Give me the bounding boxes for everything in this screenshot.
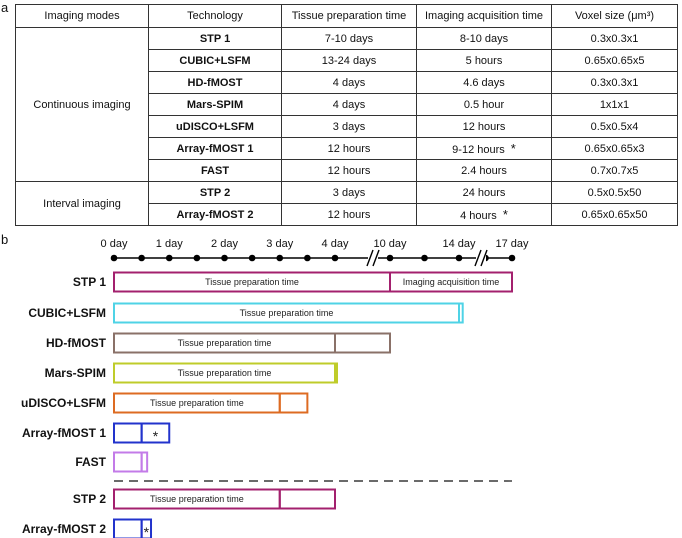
imaging-acq-bar <box>142 453 148 472</box>
header-technology: Technology <box>149 5 282 28</box>
axis-tick-dot <box>276 255 283 262</box>
asterisk-marker: * <box>510 141 516 156</box>
technology-cell: Array-fMOST 2 <box>149 204 282 226</box>
table-header-row <box>16 5 678 28</box>
acq-time-text: 5 hours <box>465 54 503 67</box>
axis-tick-label: 1 day <box>155 238 183 250</box>
timeline-gantt-chart <box>0 228 682 538</box>
acq-time-text: 4 hours <box>460 210 497 222</box>
prep-bar-label: Tissue preparation time <box>150 494 244 504</box>
tissue-prep-cell: 12 hours <box>282 160 417 182</box>
panel-b-label: b <box>1 232 9 247</box>
technology-cell: STP 2 <box>149 182 282 204</box>
acq-time-text: 24 hours <box>462 186 506 199</box>
technology-cell: STP 1 <box>149 28 282 50</box>
voxel-size-cell: 0.65x0.65x5 <box>552 50 678 72</box>
gantt-row-label: STP 2 <box>72 492 106 506</box>
acq-time-text: 9-12 hours <box>452 144 505 156</box>
axis-tick-label: 4 day <box>321 238 349 250</box>
axis-tick-dot <box>166 255 173 262</box>
gantt-row-label: HD-fMOST <box>46 336 106 350</box>
tissue-prep-bar <box>114 520 142 538</box>
tissue-prep-cell: 7-10 days <box>282 28 417 50</box>
gantt-row-label: Array-fMOST 1 <box>21 426 106 440</box>
imaging-acq-bar <box>335 364 337 383</box>
prep-bar-label: Tissue preparation time <box>239 308 334 318</box>
tissue-prep-bar <box>114 453 142 472</box>
tissue-prep-cell: 13-24 days <box>282 50 417 72</box>
gantt-row-label: FAST <box>75 455 106 469</box>
technology-cell: HD-fMOST <box>149 72 282 94</box>
axis-tick-dot <box>111 255 118 262</box>
acq-time-text: 8-10 days <box>459 32 509 45</box>
axis-tick-label: 17 day <box>495 238 529 250</box>
voxel-size-cell: 1x1x1 <box>552 94 678 116</box>
axis-tick-label: 10 day <box>373 238 407 250</box>
acq-time-text: 12 hours <box>462 120 506 133</box>
gantt-row-label: uDISCO+LSFM <box>20 396 106 410</box>
axis-tick-label: 2 day <box>211 238 238 250</box>
technology-cell: CUBIC+LSFM <box>149 50 282 72</box>
axis-tick-label: 3 day <box>266 238 294 250</box>
voxel-size-cell: 0.7x0.7x5 <box>552 160 678 182</box>
axis-minor-dot <box>194 255 201 262</box>
comparison-table <box>15 4 678 226</box>
asterisk-marker: * <box>152 428 159 444</box>
imaging-acq-cell <box>417 28 552 50</box>
prep-bar-label: Tissue preparation time <box>150 398 244 408</box>
technology-cell: FAST <box>149 160 282 182</box>
imaging-acq-bar <box>459 304 463 323</box>
tissue-prep-cell: 4 days <box>282 72 417 94</box>
axis-tick-dot <box>456 255 463 262</box>
header-tissue-prep-time: Tissue preparation time <box>282 5 417 28</box>
voxel-size-cell: 0.3x0.3x1 <box>552 28 678 50</box>
imaging-acq-cell <box>417 116 552 138</box>
gantt-row-label: STP 1 <box>72 275 106 289</box>
axis-tick-dot <box>332 255 339 262</box>
voxel-size-cell: 0.65x0.65x3 <box>552 138 678 160</box>
voxel-size-cell: 0.5x0.5x50 <box>552 182 678 204</box>
table-row <box>16 28 678 50</box>
axis-minor-dot <box>138 255 145 262</box>
tissue-prep-bar <box>114 424 142 443</box>
tissue-prep-cell: 12 hours <box>282 204 417 226</box>
tissue-prep-cell: 12 hours <box>282 138 417 160</box>
axis-tick-label: 0 day <box>100 238 128 250</box>
imaging-acq-cell <box>417 138 552 160</box>
imaging-acq-cell <box>417 72 552 94</box>
header-imaging-acq-time: Imaging acquisition time <box>417 5 552 28</box>
technology-cell: Array-fMOST 1 <box>149 138 282 160</box>
acq-time-text: 2.4 hours <box>461 164 507 177</box>
acq-bar-label: Imaging acquisition time <box>402 277 500 287</box>
voxel-size-cell: 0.65x0.65x50 <box>552 204 678 226</box>
axis-minor-dot <box>304 255 311 262</box>
imaging-acq-cell <box>417 160 552 182</box>
imaging-acq-cell <box>417 50 552 72</box>
voxel-size-cell: 0.3x0.3x1 <box>552 72 678 94</box>
gantt-row-label: CUBIC+LSFM <box>28 306 106 320</box>
acq-time-text: 0.5 hour <box>463 98 505 111</box>
panel-a-label: a <box>1 0 9 15</box>
acq-time-text: 4.6 days <box>463 76 505 89</box>
imaging-acq-cell <box>417 182 552 204</box>
technology-cell: uDISCO+LSFM <box>149 116 282 138</box>
imaging-acq-bar <box>335 334 390 353</box>
axis-tick-dot <box>509 255 516 262</box>
imaging-acq-bar <box>280 394 308 413</box>
asterisk-marker: * <box>502 207 508 222</box>
header-voxel-size: Voxel size (μm³) <box>552 5 678 28</box>
imaging-acq-cell <box>417 204 552 226</box>
imaging-mode-cell: Continuous imaging <box>16 28 149 182</box>
prep-bar-label: Tissue preparation time <box>205 277 299 287</box>
gantt-row-label: Mars-SPIM <box>44 366 106 380</box>
voxel-size-cell: 0.5x0.5x4 <box>552 116 678 138</box>
tissue-prep-cell: 4 days <box>282 94 417 116</box>
asterisk-marker: * <box>143 524 150 538</box>
technology-cell: Mars-SPIM <box>149 94 282 116</box>
imaging-acq-bar <box>280 490 335 509</box>
table-row <box>16 182 678 204</box>
axis-minor-dot <box>249 255 256 262</box>
prep-bar-label: Tissue preparation time <box>177 338 272 348</box>
axis-tick-dot <box>387 255 394 262</box>
tissue-prep-cell: 3 days <box>282 182 417 204</box>
gantt-row-label: Array-fMOST 2 <box>21 522 106 536</box>
tissue-prep-cell: 3 days <box>282 116 417 138</box>
axis-tick-dot <box>221 255 228 262</box>
header-imaging-modes: Imaging modes <box>16 5 149 28</box>
prep-bar-label: Tissue preparation time <box>177 368 272 378</box>
axis-tick-label: 14 day <box>442 238 476 250</box>
axis-minor-dot <box>421 255 428 262</box>
imaging-acq-cell <box>417 94 552 116</box>
imaging-mode-cell: Interval imaging <box>16 182 149 226</box>
